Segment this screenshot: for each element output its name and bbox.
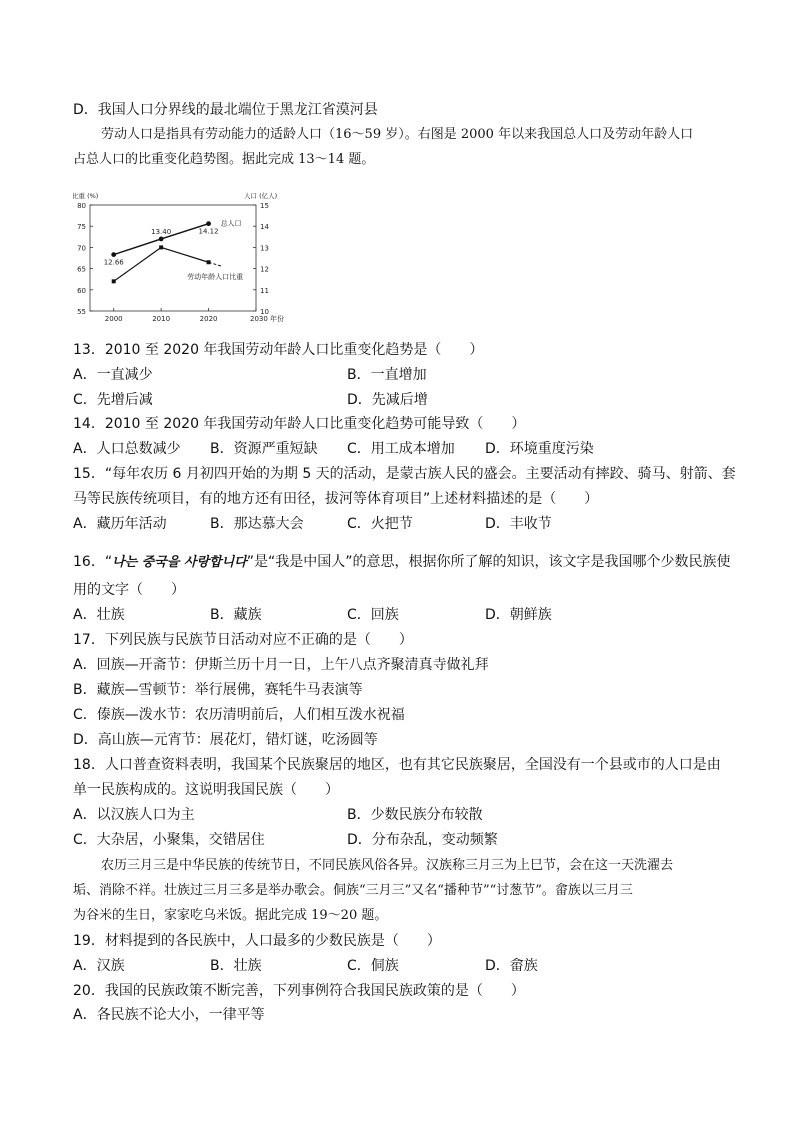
q17-option-d[interactable]: D．高山族—元宵节：展花灯，错灯谜，吃汤圆等 [73,732,378,748]
option-d-prev-question: D．我国人口分界线的最北端位于黑龙江省漠河县 [73,102,378,118]
left-axis-tick-label: 55 [77,308,86,316]
x-axis-tick-label: 2010 [152,315,171,323]
q16-stem-line-1 [73,552,730,573]
right-axis-title: 人口 (亿人) [244,192,278,200]
labor-ratio-point [207,260,211,264]
q19-option-d[interactable]: D．畲族 [485,958,538,974]
q17-option-a[interactable]: A．回族—开斋节：伊斯兰历十月一日，上午八点齐聚清真寺做礼拜 [73,657,489,673]
q13-option-d[interactable]: D．先减后增 [347,392,428,408]
total-population-data-label: 13.40 [151,227,172,236]
q14-option-d[interactable]: D．环境重度污染 [485,441,594,457]
q15-option-c[interactable]: C．火把节 [347,516,413,532]
total-population-series-name: 总人口 [220,219,242,228]
q16-prefix: 16．“ [73,554,113,570]
total-population-point [159,237,164,242]
q17-option-b[interactable]: B．藏族—雪顿节：举行展佛，赛牦牛马表演等 [73,682,363,698]
q13-option-c[interactable]: C．先增后减 [73,392,153,408]
q17-stem: 17．下列民族与民族节日活动对应不正确的是（ ） [73,632,413,648]
q16-option-d[interactable]: D．朝鲜族 [485,607,552,623]
q18-option-c[interactable]: C．大杂居，小聚集，交错居住 [73,832,265,848]
right-axis-tick-label: 10 [260,308,269,316]
right-axis-tick-label: 11 [260,286,269,295]
total-population-point [206,221,211,226]
q18-stem-line-1: 18．人口普查资料表明，我国某个民族聚居的地区，也有其它民族聚居，全国没有一个县或市的人口是由 [73,757,721,773]
intro-paragraph-line-2: 占总人口的比重变化趋势图。据此完成 13～14 题。 [73,152,375,167]
q18-option-b[interactable]: B．少数民族分布较散 [347,807,483,823]
left-axis-tick-label: 65 [77,265,86,274]
right-axis-tick-label: 13 [260,244,269,253]
q18-option-a[interactable]: A．以汉族人口为主 [73,807,195,823]
q18-stem-line-2: 单一民族构成的。这说明我国民族（ ） [73,782,339,798]
q19-stem: 19．材料提到的各民族中，人口最多的少数民族是（ ） [73,933,441,949]
x-axis-tick-label: 2030 年份 [250,315,285,323]
q15-stem-line-1: 15．“每年农历 6 月初四开始的为期 5 天的活动，是蒙古族人民的盛会。主要活动有摔跤、骑马、射箭、套 [73,466,736,482]
q16-option-c[interactable]: C．回族 [347,607,399,623]
left-axis-tick-label: 70 [77,244,86,253]
left-axis-tick-label: 80 [77,202,86,210]
q16-option-a[interactable]: A．壮族 [73,607,125,623]
q16-option-b[interactable]: B．藏族 [210,607,262,623]
q15-option-a[interactable]: A．藏历年活动 [73,516,167,532]
left-axis-tick-label: 60 [77,286,86,295]
q14-stem: 14．2010 至 2020 年我国劳动年龄人口比重变化趋势可能导致（ ） [73,416,526,432]
right-axis-tick-label: 12 [260,265,269,274]
q19-option-a[interactable]: A．汉族 [73,958,125,974]
q13-stem: 13．2010 至 2020 年我国劳动年龄人口比重变化趋势是（ ） [73,342,484,358]
q14-option-c[interactable]: C．用工成本增加 [347,441,455,457]
q19-option-b[interactable]: B．壮族 [210,958,262,974]
q13-option-a[interactable]: A．一直减少 [73,367,153,383]
q14-option-b[interactable]: B．资源严重短缺 [210,441,318,457]
q20-option-a[interactable]: A．各民族不论大小，一律平等 [73,1007,265,1023]
population-chart [70,185,310,330]
left-axis-title: 比重 (%) [72,192,99,200]
q14-option-a[interactable]: A．人口总数减少 [73,441,181,457]
total-population-data-label: 14.12 [198,227,219,236]
q15-stem-line-2: 马等民族传统项目，有的地方还有田径，拔河等体育项目”上述材料描述的是（ ） [73,491,599,507]
q16-suffix: ”是“我是中国人”的意思，根据你所了解的知识，该文字是我国哪个少数民族使 [246,554,731,570]
x-axis-tick-label: 2000 [104,315,123,323]
q15-option-b[interactable]: B．那达慕大会 [210,516,304,532]
labor-ratio-projection-line [209,262,223,266]
material-line-2: 垢、消除不祥。壮族过三月三多是举办歌会。侗族“三月三”又名“播种节”“讨葱节”。畲族以三月三 [73,883,633,898]
korean-text: 나는 중국을 사랑합니다 [112,555,247,570]
q20-stem: 20．我国的民族政策不断完善，下列事例符合我国民族政策的是（ ） [73,983,525,999]
labor-ratio-series-name: 劳动年龄人口比重 [187,273,244,282]
q13-option-b[interactable]: B．一直增加 [347,367,427,383]
q19-option-c[interactable]: C．侗族 [347,958,399,974]
total-population-point [111,252,116,257]
q15-option-d[interactable]: D．丰收节 [485,516,552,532]
intro-paragraph-line-1: 劳动人口是指具有劳动能力的适龄人口（16～59 岁）。右图是 2000 年以来我国总人口及劳动年龄人口 [101,127,694,142]
q18-option-d[interactable]: D．分布杂乱，变动频繁 [347,832,498,848]
q17-option-c[interactable]: C．傣族—泼水节：农历清明前后，人们相互泼水祝福 [73,707,405,723]
material-line-1: 农历三月三是中华民族的传统节日，不同民族风俗各异。汉族称三月三为上巳节，会在这一天洗濯去 [101,858,674,873]
left-axis-tick-label: 75 [77,223,86,232]
q16-stem-line-2: 用的文字（ ） [73,582,185,598]
right-axis-tick-label: 14 [260,223,269,232]
right-axis-tick-label: 15 [260,202,269,210]
x-axis-tick-label: 2020 [199,315,218,323]
material-line-3: 为谷米的生日，家家吃乌米饭。据此完成 19～20 题。 [73,908,388,923]
labor-ratio-point [112,279,116,283]
labor-ratio-point [159,245,163,249]
total-population-data-label: 12.66 [103,258,124,267]
